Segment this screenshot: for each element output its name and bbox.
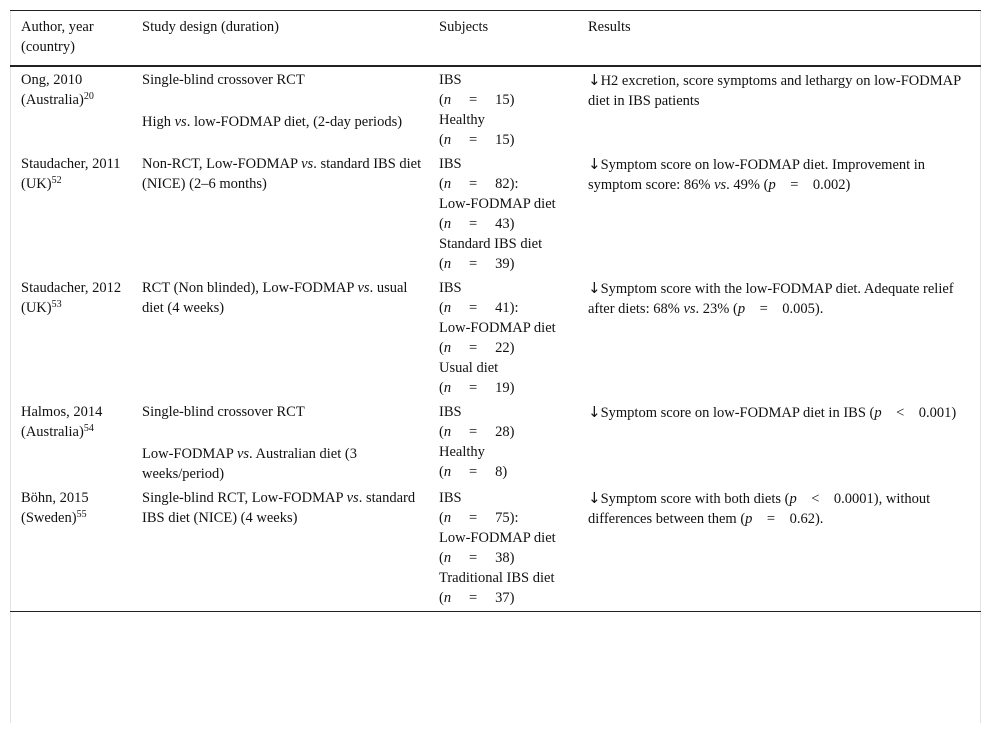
- paren: ): [509, 92, 515, 108]
- subject-group-label: IBS: [439, 72, 462, 88]
- paren: (: [439, 216, 444, 232]
- text-run: vs: [683, 301, 696, 317]
- header-author: Author, year (country): [21, 19, 94, 55]
- equals: =: [469, 590, 478, 606]
- text-run: . Australian diet (3 weeks/period): [142, 446, 357, 482]
- n-value: 82: [495, 176, 510, 192]
- suffix: :: [514, 510, 519, 526]
- table-row: [10, 153, 981, 277]
- n-value: 19: [495, 380, 510, 396]
- text-run: vs: [301, 156, 314, 172]
- table-row: [10, 66, 981, 153]
- n-symbol: n: [443, 380, 452, 396]
- suffix: :: [514, 300, 519, 316]
- text-run: H2 excretion, score symptoms and lethargy on low-FODMAP diet in IBS patients: [588, 73, 961, 109]
- text-run: vs: [174, 114, 187, 130]
- text-run: Symptom score on low-FODMAP diet in IBS (: [600, 405, 875, 421]
- n-value: 15: [495, 132, 510, 148]
- n-value: 39: [495, 256, 510, 272]
- text-run: . usual diet (4 weeks): [142, 280, 408, 316]
- equals: =: [469, 510, 478, 526]
- paren: ): [509, 216, 515, 232]
- subject-count: [439, 548, 571, 568]
- text-run: p: [745, 511, 753, 527]
- subject-count: [439, 378, 571, 398]
- paren: ): [509, 132, 515, 148]
- text-run: . standard IBS diet (NICE) (4 weeks): [142, 490, 416, 526]
- header-row: [10, 11, 981, 67]
- n-symbol: n: [443, 256, 452, 272]
- subject-count: [439, 90, 571, 110]
- author-text: Halmos, 2014 (Australia): [21, 404, 103, 440]
- equals: =: [469, 216, 478, 232]
- text-run: Single-blind crossover RCT: [142, 404, 305, 420]
- text-run: Low-FODMAP: [142, 446, 237, 462]
- subject-group-label: IBS: [439, 156, 462, 172]
- paren: (: [439, 464, 444, 480]
- subject-count: [439, 298, 571, 318]
- n-symbol: n: [443, 424, 452, 440]
- text-run: < 0.001): [881, 405, 957, 421]
- paren: ): [509, 380, 515, 396]
- text-run: p: [768, 177, 776, 193]
- table-row: [10, 487, 981, 612]
- paren: ): [509, 176, 515, 192]
- n-value: 43: [495, 216, 510, 232]
- down-arrow-icon: ↓: [588, 403, 601, 421]
- cell-subjects: [428, 401, 577, 487]
- equals: =: [469, 424, 478, 440]
- cell-subjects: [428, 153, 577, 277]
- subject-group-label: Low-FODMAP diet: [439, 530, 556, 546]
- paren: (: [439, 590, 444, 606]
- n-symbol: n: [443, 464, 452, 480]
- subject-count: [439, 508, 571, 528]
- equals: =: [469, 340, 478, 356]
- suffix: :: [514, 176, 519, 192]
- cell-design: [131, 66, 428, 153]
- cell-results: [577, 401, 981, 487]
- n-symbol: n: [443, 510, 452, 526]
- n-value: 75: [495, 510, 510, 526]
- down-arrow-icon: ↓: [588, 489, 601, 507]
- subject-group-label: Low-FODMAP diet: [439, 320, 556, 336]
- equals: =: [469, 550, 478, 566]
- header-design: Study design (duration): [142, 19, 279, 35]
- subject-count: [439, 588, 571, 608]
- n-symbol: n: [443, 300, 452, 316]
- cell-results: [577, 66, 981, 153]
- n-value: 28: [495, 424, 510, 440]
- n-value: 37: [495, 590, 510, 606]
- text-run: Single-blind RCT, Low-FODMAP: [142, 490, 347, 506]
- cell-design: [131, 153, 428, 277]
- subject-group-label: Traditional IBS diet: [439, 570, 555, 586]
- subject-count: [439, 214, 571, 234]
- paren: ): [509, 590, 515, 606]
- text-run: . standard IBS diet (NICE) (2–6 months): [142, 156, 422, 192]
- text-run: = 0.62).: [752, 511, 824, 527]
- subject-group-label: Healthy: [439, 444, 485, 460]
- paren: (: [439, 176, 444, 192]
- equals: =: [469, 380, 478, 396]
- table-row: [10, 277, 981, 401]
- text-run: = 0.002): [775, 177, 851, 193]
- paren: ): [509, 256, 515, 272]
- paren: ): [509, 424, 515, 440]
- cell-subjects: [428, 487, 577, 612]
- paren: (: [439, 424, 444, 440]
- author-text: Staudacher, 2012 (UK): [21, 280, 122, 316]
- paren: (: [439, 340, 444, 356]
- paren: ): [502, 464, 508, 480]
- cell-results: [577, 487, 981, 612]
- author-text: Böhn, 2015 (Sweden): [21, 490, 89, 526]
- cell-results: [577, 153, 981, 277]
- paren: ): [509, 510, 515, 526]
- cell-design: [131, 487, 428, 612]
- equals: =: [469, 176, 478, 192]
- cell-author: [10, 277, 131, 401]
- n-symbol: n: [443, 132, 452, 148]
- text-run: vs: [714, 177, 727, 193]
- author-text: Staudacher, 2011 (UK): [21, 156, 121, 192]
- n-value: 22: [495, 340, 510, 356]
- text-run: RCT (Non blinded), Low-FODMAP: [142, 280, 358, 296]
- paren: (: [439, 256, 444, 272]
- subject-group-label: IBS: [439, 404, 462, 420]
- cell-design: [131, 277, 428, 401]
- paren: (: [439, 300, 444, 316]
- equals: =: [469, 132, 478, 148]
- down-arrow-icon: ↓: [588, 279, 601, 297]
- subject-group-label: Standard IBS diet: [439, 236, 543, 252]
- text-run: p: [789, 491, 797, 507]
- text-run: vs: [236, 446, 250, 462]
- cell-subjects: [428, 277, 577, 401]
- subject-group-label: Usual diet: [439, 360, 499, 376]
- table-row: [10, 401, 981, 487]
- table-body: [10, 66, 981, 612]
- design-line: [142, 154, 422, 194]
- paren: ): [509, 550, 515, 566]
- text-run: p: [737, 301, 746, 317]
- n-value: 15: [495, 92, 510, 108]
- design-line: [142, 278, 422, 318]
- down-arrow-icon: ↓: [588, 71, 601, 89]
- cell-design: [131, 401, 428, 487]
- reference-number: 55: [76, 509, 87, 520]
- equals: =: [469, 464, 478, 480]
- paren: ): [509, 300, 515, 316]
- design-line: [142, 488, 422, 528]
- n-symbol: n: [443, 550, 452, 566]
- reference-number: 53: [51, 299, 62, 310]
- paren: (: [439, 380, 444, 396]
- n-symbol: n: [443, 340, 452, 356]
- cell-author: [10, 66, 131, 153]
- reference-number: 52: [51, 175, 62, 186]
- paren: (: [439, 92, 444, 108]
- text-run: p: [874, 405, 882, 421]
- paren: ): [509, 340, 515, 356]
- equals: =: [469, 92, 478, 108]
- text-run: . 23% (: [695, 301, 738, 317]
- cell-subjects: [428, 66, 577, 153]
- text-run: vs: [357, 280, 370, 296]
- text-run: vs: [346, 490, 359, 506]
- subject-count: [439, 462, 571, 482]
- text-run: = 0.005).: [745, 301, 824, 317]
- subject-count: [439, 254, 571, 274]
- subject-count: [439, 130, 571, 150]
- subject-group-label: Low-FODMAP diet: [439, 196, 556, 212]
- equals: =: [469, 256, 478, 272]
- text-run: Symptom score on low-FODMAP diet. Improvement in symptom score: 86%: [588, 157, 926, 193]
- design-line: [142, 444, 422, 484]
- n-value: 38: [495, 550, 510, 566]
- n-value: 41: [495, 300, 510, 316]
- cell-author: [10, 401, 131, 487]
- n-symbol: n: [443, 590, 452, 606]
- cell-author: [10, 487, 131, 612]
- n-symbol: n: [443, 216, 452, 232]
- subject-group-label: Healthy: [439, 112, 485, 128]
- header-results: Results: [588, 19, 631, 35]
- header-subjects: Subjects: [439, 19, 489, 35]
- text-run: Symptom score with both diets (: [600, 491, 790, 507]
- cell-author: [10, 153, 131, 277]
- text-run: Symptom score with the low-FODMAP diet. Adequate relief after diets: 68%: [588, 281, 954, 317]
- design-line: [142, 70, 422, 90]
- text-run: . low-FODMAP diet, (2-day periods): [186, 114, 403, 130]
- n-symbol: n: [443, 92, 452, 108]
- paren: (: [439, 132, 444, 148]
- cell-results: [577, 277, 981, 401]
- text-run: High: [142, 114, 175, 130]
- subject-group-label: IBS: [439, 280, 462, 296]
- text-run: Single-blind crossover RCT: [142, 72, 305, 88]
- paren: (: [439, 510, 444, 526]
- reference-number: 54: [83, 423, 94, 434]
- n-symbol: n: [443, 176, 452, 192]
- paren: (: [439, 550, 444, 566]
- subject-count: [439, 422, 571, 442]
- equals: =: [469, 300, 478, 316]
- text-run: Non-RCT, Low-FODMAP: [142, 156, 302, 172]
- down-arrow-icon: ↓: [588, 155, 601, 173]
- subject-count: [439, 174, 571, 194]
- subject-count: [439, 338, 571, 358]
- author-text: Ong, 2010 (Australia): [21, 72, 84, 108]
- table-header: [10, 11, 981, 67]
- reference-number: 20: [83, 91, 94, 102]
- design-line: [142, 112, 422, 132]
- text-run: . 49% (: [726, 177, 769, 193]
- design-line: [142, 402, 422, 422]
- text-run: < 0.0001), without differences between them (: [588, 491, 931, 527]
- n-value: 8: [495, 464, 503, 480]
- studies-table: [10, 10, 981, 612]
- subject-group-label: IBS: [439, 490, 462, 506]
